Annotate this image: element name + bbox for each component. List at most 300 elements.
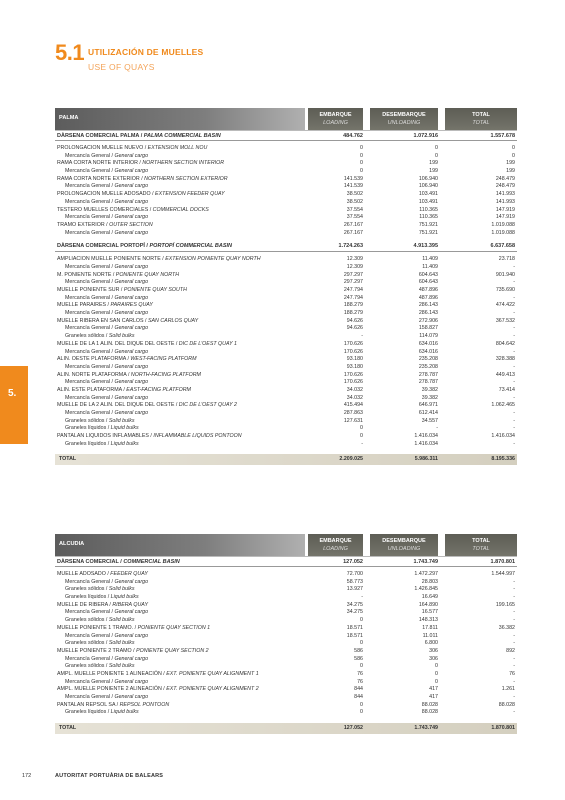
cell-total: -	[513, 655, 515, 662]
row-label-en: General cargo	[114, 609, 149, 616]
cell-loading: 586	[354, 655, 363, 662]
row-label-en: General cargo	[114, 168, 149, 175]
row-label	[65, 441, 139, 449]
cell-loading: 415.494	[343, 402, 363, 409]
row-label-separator: /	[110, 294, 115, 301]
row-label-es: AMPLIACION MUELLE PONIENTE NORTE	[57, 256, 161, 263]
column-header-es: EMBARQUE	[319, 538, 352, 544]
row-label-separator: /	[104, 586, 109, 593]
cell-total: 1.019.088	[491, 229, 515, 236]
cell-total: -	[513, 263, 515, 270]
cell-loading: 0	[360, 152, 363, 159]
row-label-en: EXTENSION MOLL NOU	[147, 145, 208, 151]
cell-total: 147.919	[495, 206, 515, 213]
row-label	[57, 372, 201, 380]
row-label-separator: /	[106, 425, 111, 432]
row-label	[57, 191, 225, 199]
cell-unloading: 199	[429, 160, 438, 167]
row-label-es: PANTALAN LIQUIDOS INFLAMABLES	[57, 433, 149, 440]
cell-unloading: 306	[429, 655, 438, 662]
row-label-separator: /	[111, 271, 116, 278]
cell-unloading: 114.079	[419, 333, 438, 340]
row-label-es: Mercancía General	[65, 655, 111, 662]
row-label-es: MUELLE PARAIRES	[57, 302, 107, 309]
row-label-en: Solid bulks	[108, 333, 135, 340]
cell-total: -	[513, 617, 515, 624]
cell-loading: 18.571	[346, 632, 363, 639]
row-label-separator: /	[110, 394, 115, 401]
cell-total: 0	[512, 145, 515, 151]
row-label-en: OUTER SECTION	[109, 221, 153, 228]
cell-loading: 38.502	[346, 198, 363, 205]
port-name: ALCUDIA	[55, 534, 305, 556]
cell-unloading: 286.143	[418, 302, 438, 309]
cell-total: 1.019.088	[491, 221, 515, 228]
row-label	[57, 686, 259, 694]
cell-total: -	[513, 640, 515, 647]
row-label-en: Solid bulks	[108, 586, 135, 593]
cell-unloading: 235.208	[418, 363, 438, 370]
cell-unloading: 88.028	[421, 709, 438, 716]
row-label-separator: /	[104, 617, 109, 624]
row-label-en: WEST-FACING PLATFORM	[130, 356, 197, 363]
row-label-es: Mercancía General	[65, 198, 111, 205]
cell-total: 892	[506, 647, 515, 654]
row-label-separator: /	[110, 198, 115, 205]
row-label	[65, 609, 148, 617]
cell-unloading: 148.313	[418, 617, 438, 624]
row-label-es: TESTERO MUELLES COMERCIALES	[57, 206, 149, 213]
row-label-separator: /	[139, 175, 145, 182]
cell-loading: 72.700	[346, 571, 363, 577]
quay-row	[55, 207, 517, 215]
row-label	[65, 425, 139, 433]
row-label-en: Liquid bulks	[110, 709, 139, 716]
cell-loading: 76	[357, 670, 363, 677]
row-label-en: Solid bulks	[108, 663, 135, 670]
cell-total: 199	[506, 168, 515, 175]
cell-unloading: 272.906	[418, 317, 438, 324]
column-header	[308, 108, 363, 130]
cell-total: 449.413	[495, 371, 515, 378]
cell-loading: 38.502	[346, 191, 363, 198]
column-header-es: TOTAL	[472, 538, 490, 544]
row-label-es: TRAMO EXTERIOR	[57, 221, 105, 228]
row-label-separator: /	[110, 694, 115, 700]
cargo-row	[55, 609, 517, 617]
row-label-es: Mercancía General	[65, 394, 111, 401]
cell-total: 6.637.658	[490, 243, 515, 250]
row-label-separator: /	[105, 571, 111, 577]
column-header-en: UNLOADING	[387, 546, 421, 552]
basin-row	[55, 241, 517, 252]
row-label-separator: /	[110, 655, 115, 662]
cell-loading: 127.631	[343, 417, 363, 424]
cell-loading: 844	[354, 686, 363, 693]
row-label-en: EXTENSION FEEDER QUAY	[155, 191, 225, 198]
cell-total: -	[513, 586, 515, 593]
row-label	[65, 199, 148, 207]
cell-loading: 76	[357, 678, 363, 685]
cargo-row	[55, 333, 517, 341]
row-label-es: MUELLE ADOSADO	[57, 571, 106, 577]
quay-row	[55, 302, 517, 310]
row-label-es: Mercancía General	[65, 410, 111, 416]
cell-total: 367.532	[495, 317, 515, 324]
quay-row	[55, 686, 517, 694]
row-label-es: ALIN. OESTE PLATAFORMA	[57, 356, 126, 363]
row-label-es: Mercancía General	[65, 229, 111, 236]
cell-loading: 127.052	[343, 559, 363, 565]
row-label-en: General cargo	[114, 263, 149, 270]
row-label-es: MUELLE PONIENTE 2 TRAMO	[57, 647, 132, 654]
row-label-en: Liquid bulks	[110, 594, 139, 601]
cell-unloading: 0	[435, 152, 438, 159]
row-label-en: NORTH-FACING PLATFORM	[130, 371, 201, 378]
cell-loading: 297.297	[343, 279, 363, 286]
row-label-es: ALIN. NORTE PLATAFORMA	[57, 371, 127, 378]
row-label-separator: /	[119, 287, 124, 293]
cell-unloading: 34.557	[421, 417, 438, 424]
cell-loading: 37.554	[346, 206, 363, 213]
row-label-es: Mercancía General	[65, 263, 111, 270]
cell-unloading: 39.382	[421, 394, 438, 401]
cargo-row	[55, 395, 517, 403]
row-label-en: INFLAMMABLE LIQUIDS PONTOON	[153, 433, 242, 440]
row-label-en: General cargo	[114, 294, 149, 301]
column-header-en: LOADING	[323, 120, 348, 126]
cell-unloading: 1.416.034	[414, 433, 438, 440]
cell-total: 1.544.997	[491, 571, 515, 577]
section-title: UTILIZACIÓN DE MUELLES	[88, 47, 204, 57]
row-label-separator: /	[107, 601, 113, 608]
row-label	[65, 410, 148, 418]
row-label-separator: /	[110, 410, 115, 416]
cell-loading: 93.180	[346, 356, 363, 363]
row-label-es: Mercancía General	[65, 348, 111, 355]
cell-unloading: 11.011	[422, 632, 438, 639]
cell-unloading: 604.643	[418, 271, 438, 278]
cell-unloading: 751.921	[418, 221, 438, 228]
row-label-separator: /	[110, 578, 115, 585]
row-label-separator: /	[110, 348, 115, 355]
row-label-en: General cargo	[114, 348, 149, 355]
quay-row	[55, 256, 517, 264]
row-label	[57, 625, 210, 633]
row-label-es: Graneles sólidos	[65, 640, 105, 647]
row-label-es: Mercancía General	[65, 379, 111, 386]
cell-unloading: 106.940	[418, 175, 438, 182]
column-header	[370, 534, 438, 556]
row-label	[57, 160, 224, 168]
row-label-es: AMPL. MUELLE PONIENTE 1 ALINEACIÓN	[57, 670, 162, 677]
row-label-separator: /	[106, 709, 111, 716]
cell-total: 735.690	[495, 287, 515, 293]
cell-unloading: 4.913.395	[413, 243, 438, 250]
row-label	[65, 395, 148, 403]
row-label-en: EAST-FACING PLATFORM	[126, 386, 191, 393]
row-label	[57, 648, 209, 656]
cell-total: 804.642	[495, 340, 515, 347]
row-label	[65, 349, 148, 357]
row-label	[57, 571, 148, 579]
row-label-separator: /	[106, 440, 111, 447]
row-label	[65, 183, 148, 191]
quay-row	[55, 318, 517, 326]
row-label-separator: /	[143, 145, 148, 151]
row-label	[57, 241, 232, 252]
cell-unloading: 0	[435, 663, 438, 670]
cell-total: 141.993	[495, 191, 515, 198]
cell-total: 1.416.034	[491, 433, 515, 440]
cell-unloading: 306	[429, 647, 438, 654]
cargo-row	[55, 594, 517, 602]
row-label-en: General cargo	[114, 632, 149, 639]
row-label-en: NORTHERN SECTION EXTERIOR	[144, 175, 228, 182]
row-label-separator: /	[160, 256, 166, 263]
cell-total: -	[513, 440, 515, 447]
row-label-en: PONIENTE QUAY SECTION 2	[136, 647, 209, 654]
cell-unloading: -	[436, 425, 438, 432]
column-header-es: TOTAL	[472, 112, 490, 118]
row-label-separator: /	[106, 594, 111, 601]
cargo-row	[55, 310, 517, 318]
cell-loading: 18.571	[346, 624, 363, 631]
row-label-en: EXT. PONIENTE QUAY ALIGNMENT 1	[166, 670, 259, 677]
row-label-separator: /	[161, 670, 167, 677]
row-label-en: General cargo	[114, 310, 149, 317]
row-label-en: PARAIRES QUAY	[110, 302, 153, 309]
cell-total: 8.195.336	[491, 456, 515, 463]
row-label-separator: /	[137, 160, 143, 167]
row-label-en: DIC DE L'OEST QUAY 2	[178, 402, 237, 409]
cell-unloading: 634.016	[418, 340, 438, 347]
row-label-es: Graneles líquidos	[65, 425, 107, 432]
total-row	[55, 723, 517, 734]
cell-total: 147.919	[495, 214, 515, 221]
cell-unloading: 0	[435, 670, 438, 677]
row-label	[57, 207, 209, 215]
row-label-en: General cargo	[114, 198, 149, 205]
cell-total: -	[513, 694, 515, 700]
cargo-row	[55, 379, 517, 387]
row-label-separator: /	[110, 229, 115, 236]
column-header-en: UNLOADING	[387, 120, 421, 126]
row-label-separator: /	[131, 647, 137, 654]
row-label-es: Graneles líquidos	[65, 440, 107, 447]
row-label	[65, 656, 148, 664]
cell-unloading: 1.743.749	[413, 559, 438, 565]
column-header-es: EMBARQUE	[319, 112, 352, 118]
cell-loading: 247.794	[343, 294, 363, 301]
cell-unloading: 39.382	[421, 386, 438, 393]
quay-row	[55, 602, 517, 610]
cell-unloading: 106.940	[418, 183, 438, 190]
row-label	[65, 214, 148, 222]
row-label-en: General cargo	[114, 655, 149, 662]
cell-total: -	[513, 594, 515, 601]
cell-loading: 0	[360, 145, 363, 151]
cell-loading: 0	[360, 709, 363, 716]
row-label-separator: /	[110, 152, 115, 159]
row-label-en: General cargo	[114, 694, 149, 700]
cell-loading: 0	[360, 617, 363, 624]
row-label-en: Solid bulks	[108, 640, 135, 647]
cell-loading: 484.762	[343, 133, 363, 139]
cell-loading: 34.032	[346, 394, 363, 401]
table-header	[55, 534, 517, 556]
row-label-separator: /	[110, 363, 115, 370]
cell-unloading: 646.971	[418, 402, 438, 409]
row-label-es: TOTAL	[59, 725, 77, 732]
cell-total: -	[513, 678, 515, 685]
port-name: PALMA	[55, 108, 305, 130]
row-label	[65, 325, 148, 333]
row-label	[65, 709, 139, 717]
quay-row	[55, 145, 517, 153]
row-label	[57, 272, 179, 280]
row-label-en: General cargo	[114, 279, 149, 286]
cell-loading: 0	[360, 160, 363, 167]
row-label-separator: /	[110, 310, 115, 317]
cell-loading: 127.052	[343, 725, 363, 732]
row-label-es: Graneles líquidos	[65, 709, 107, 716]
cell-loading: 188.279	[343, 310, 363, 317]
row-label-es: Mercancía General	[65, 310, 111, 317]
row-label-separator: /	[126, 371, 131, 378]
row-label	[57, 356, 197, 364]
row-label-en: RIBERA QUAY	[112, 601, 148, 608]
cell-loading: 297.297	[343, 271, 363, 278]
quay-row	[55, 648, 517, 656]
cell-loading: 34.275	[346, 609, 363, 616]
row-label	[65, 153, 148, 161]
cell-unloading: 110.365	[419, 206, 438, 213]
column-header-en: TOTAL	[472, 120, 490, 126]
cell-loading: 267.167	[343, 221, 363, 228]
cargo-row	[55, 264, 517, 272]
cell-loading: 94.626	[346, 325, 363, 332]
cell-unloading: 1.072.916	[413, 133, 438, 139]
cell-unloading: 0	[435, 145, 438, 151]
row-label	[57, 341, 237, 349]
row-label-es: Graneles sólidos	[65, 617, 105, 624]
cell-unloading: 604.643	[418, 279, 438, 286]
row-label-es: Graneles sólidos	[65, 333, 105, 340]
cargo-row	[55, 279, 517, 287]
row-label-separator: /	[110, 632, 115, 639]
row-label	[65, 586, 135, 594]
cell-loading: 170.626	[343, 371, 363, 378]
row-label-es: RAMA CORTA NORTE EXTERIOR	[57, 175, 140, 182]
chapter-side-tab-label: 5.	[8, 388, 17, 399]
row-label-es: DÀRSENA COMERCIAL	[57, 559, 119, 565]
row-label-es: Mercancía General	[65, 609, 111, 616]
column-header-es: DESEMBARQUE	[382, 538, 426, 544]
quay-row	[55, 341, 517, 349]
row-label-es: Graneles sólidos	[65, 586, 105, 593]
row-label-separator: /	[104, 417, 109, 424]
quay-row	[55, 287, 517, 295]
cell-unloading: 164.890	[418, 601, 438, 608]
cargo-row	[55, 656, 517, 664]
cell-total: -	[513, 279, 515, 286]
cell-unloading: 11.409	[422, 263, 438, 270]
quay-row	[55, 433, 517, 441]
row-label	[59, 454, 76, 465]
row-label-en: NORTHERN SECTION INTERIOR	[142, 160, 225, 167]
cell-unloading: 417	[429, 686, 438, 693]
cell-total: -	[513, 632, 515, 639]
row-label-en: General cargo	[114, 152, 149, 159]
column-header-es: DESEMBARQUE	[382, 112, 426, 118]
row-label-es: Mercancía General	[65, 214, 111, 221]
row-label-es: RAMA CORTA NORTE INTERIOR	[57, 160, 138, 167]
cell-total: 1.870.801	[491, 725, 515, 732]
cargo-row	[55, 295, 517, 303]
cargo-row	[55, 349, 517, 357]
row-label-en: FEEDER QUAY	[110, 571, 148, 577]
row-label-separator: /	[121, 386, 127, 393]
cell-total: -	[513, 294, 515, 301]
row-label-es: DÀRSENA COMERCIAL PALMA	[57, 133, 140, 139]
row-label-separator: /	[115, 701, 120, 708]
cell-unloading: 103.491	[418, 191, 438, 198]
cell-unloading: 278.787	[418, 379, 438, 386]
cargo-row	[55, 441, 517, 449]
row-label-es: ALIN. ESTE PLATAFORMA	[57, 386, 122, 393]
row-label-es: PROLONGACION MUELLE ADOSADO	[57, 191, 151, 198]
row-label-en: Liquid bulks	[110, 425, 139, 432]
cell-total: 248.479	[495, 183, 515, 190]
cell-loading: 58.773	[346, 578, 363, 585]
quay-row	[55, 702, 517, 710]
cell-total: 328.388	[495, 356, 515, 363]
page-number: 172	[22, 773, 32, 779]
row-label-en: General cargo	[114, 394, 149, 401]
cargo-row	[55, 663, 517, 671]
cell-loading: 0	[360, 168, 363, 175]
cell-total: -	[513, 578, 515, 585]
cell-total: -	[513, 425, 515, 432]
row-label-es: M. PONIENTE NORTE	[57, 271, 112, 278]
cell-loading: 0	[360, 640, 363, 647]
row-label-en: PALMA COMMERCIAL BASIN	[143, 133, 221, 139]
column-header	[370, 108, 438, 130]
row-label	[57, 318, 198, 326]
cell-loading: -	[361, 333, 363, 340]
row-label-separator: /	[104, 221, 110, 228]
row-label-separator: /	[174, 340, 179, 347]
row-label-en: General cargo	[114, 678, 149, 685]
cell-loading: 141.539	[343, 175, 363, 182]
row-label-en: General cargo	[114, 325, 149, 332]
cargo-row	[55, 617, 517, 625]
cargo-row	[55, 709, 517, 717]
row-label	[57, 387, 191, 395]
row-label	[65, 333, 135, 341]
cell-total: -	[513, 310, 515, 317]
row-label-es: Mercancía General	[65, 183, 111, 190]
cell-unloading: 88.028	[421, 701, 438, 708]
row-label	[65, 364, 148, 372]
cell-total: -	[513, 379, 515, 386]
cell-loading: 37.554	[346, 214, 363, 221]
cell-loading: 0	[360, 433, 363, 440]
cell-loading: 141.539	[343, 183, 363, 190]
row-label-es: MUELLE PONIENTE SUR	[57, 287, 120, 293]
row-label-en: REPSOL PONTOON	[119, 701, 170, 708]
